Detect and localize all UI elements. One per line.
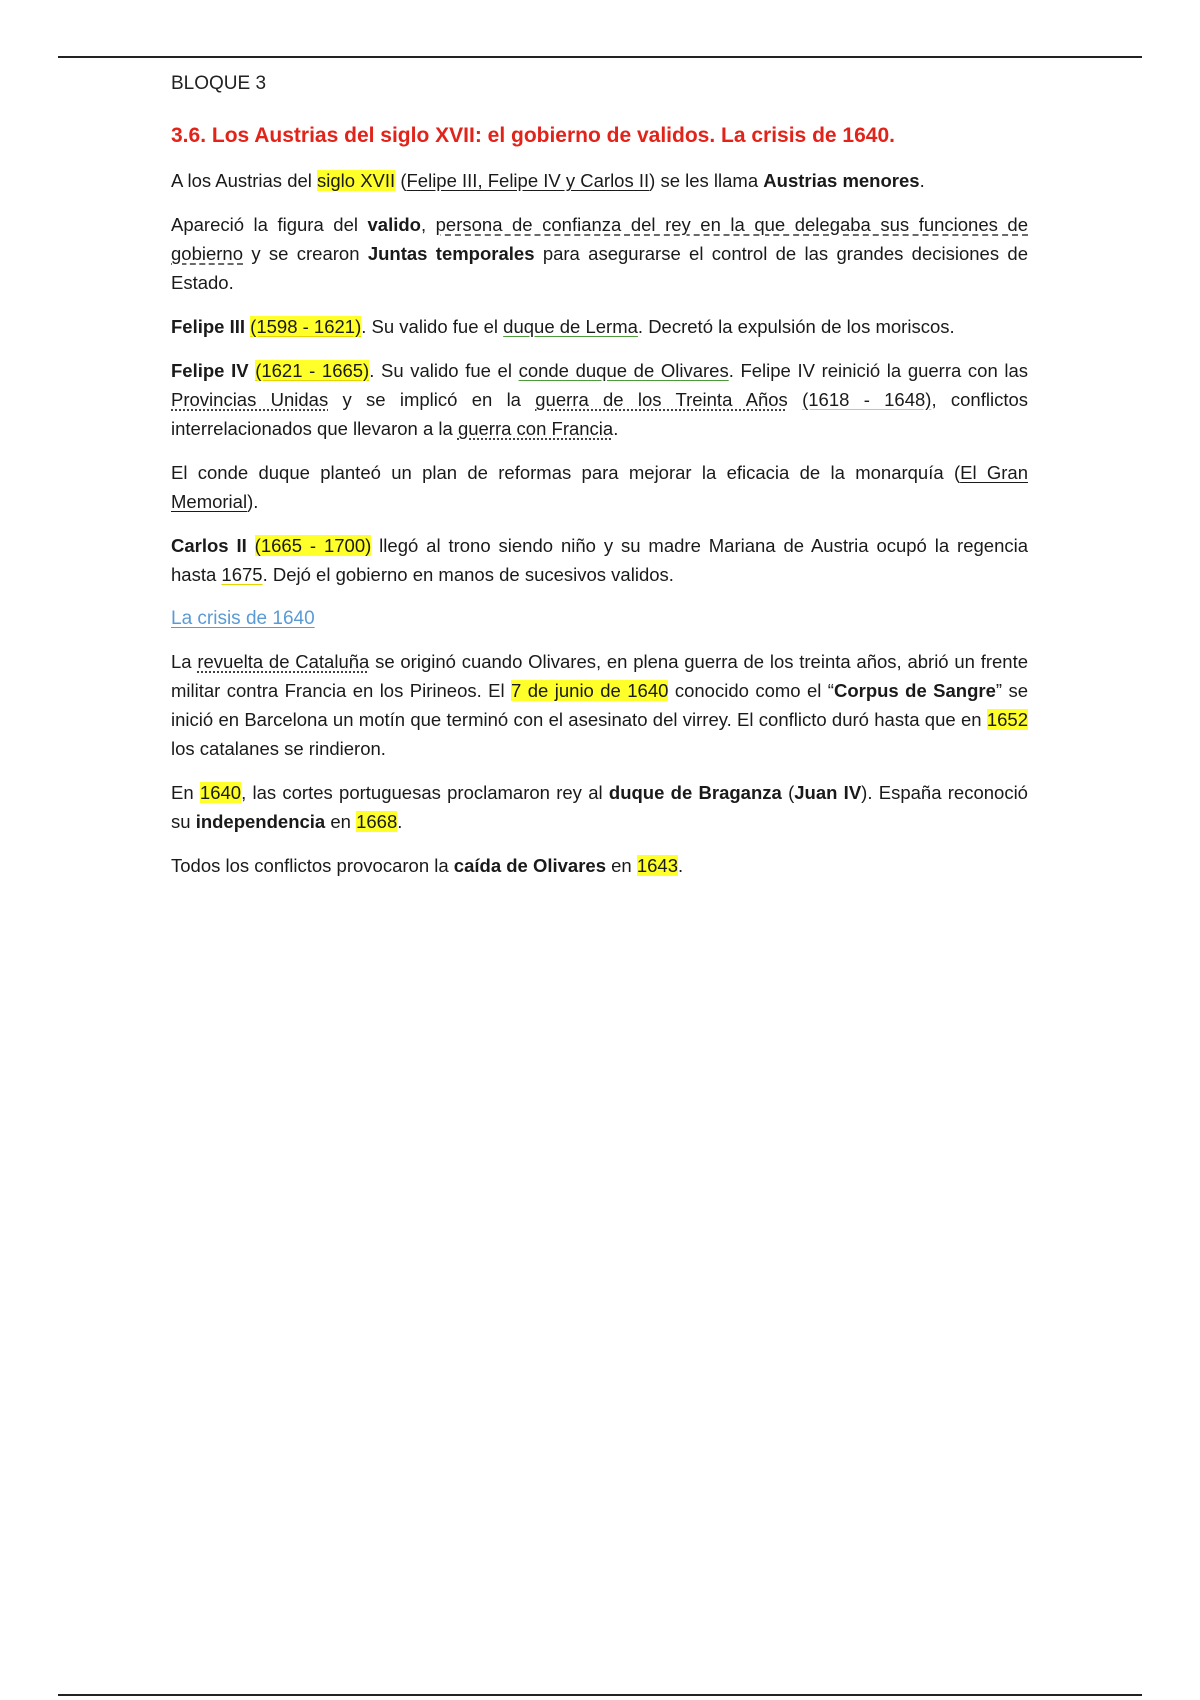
- paragraph-cataluna: [171, 647, 1028, 763]
- bottom-rule: [58, 1694, 1142, 1696]
- highlight-siglo: siglo XVII: [317, 170, 396, 191]
- paragraph-gran-memorial: [171, 458, 1028, 516]
- paragraph-austrias-menores: [171, 166, 1028, 195]
- text: y se crearon: [243, 243, 368, 264]
- paragraph-portugal: [171, 778, 1028, 836]
- reign-dates: (1621 - 1665): [255, 360, 370, 381]
- provincias-unidas: Provincias Unidas: [171, 389, 329, 410]
- bold-austrias-menores: Austrias menores: [763, 170, 920, 191]
- king-name: Carlos II: [171, 535, 247, 556]
- bold-braganza: duque de Braganza: [608, 782, 782, 803]
- text: . Felipe IV reinició la guerra con las: [728, 360, 1029, 381]
- bold-juntas: Juntas temporales: [367, 243, 535, 264]
- bold-valido: valido: [367, 214, 421, 235]
- text: ” se inició en Barcelona un motín que terminó con el asesinato del virrey. El conflicto duró hasta que en: [171, 680, 1028, 730]
- king-name: Felipe III: [171, 316, 246, 337]
- text: El conde duque planteó un plan de reformas para mejorar la eficacia de la monarquía (: [171, 462, 961, 483]
- bold-caida-olivares: caída de Olivares: [453, 855, 606, 876]
- block-label: BLOQUE 3: [171, 73, 267, 94]
- valido-olivares: conde duque de Olivares: [518, 360, 729, 381]
- text: ).: [247, 491, 259, 512]
- reign-dates: (1598 - 1621): [250, 316, 362, 337]
- text: .: [678, 855, 684, 876]
- text: Apareció la figura del: [171, 214, 368, 235]
- year-1652: 1652: [986, 709, 1028, 730]
- text: . Su valido fue el: [361, 316, 504, 337]
- text: ,: [420, 214, 436, 235]
- paragraph-carlos-ii: [171, 531, 1028, 589]
- kings-list: Felipe III, Felipe IV y Carlos II: [406, 170, 650, 191]
- text: . Decretó la expulsión de los moriscos.: [637, 316, 955, 337]
- text: y se implicó en la: [328, 389, 536, 410]
- text: llegó al trono siendo niño y su madre Mariana de Austria ocupó la regencia hasta: [171, 535, 1029, 585]
- top-rule: [58, 56, 1142, 58]
- text: . Dejó el gobierno en manos de sucesivos validos.: [262, 564, 674, 585]
- text: . Su valido fue el: [369, 360, 519, 381]
- text: En: [171, 782, 200, 803]
- guerra-treinta-anos: guerra de los Treinta Años: [535, 389, 788, 410]
- text: se originó cuando Olivares, en plena guerra de los treinta años, abrió un frente militar contra Francia en los Pirineos. El: [171, 651, 1028, 701]
- text: , conflictos interrelacionados que llevaron a la: [171, 389, 1028, 439]
- text: , las cortes portuguesas proclamaron rey al: [241, 782, 609, 803]
- document-page: [171, 66, 1028, 895]
- subsection-heading: La crisis de 1640: [171, 608, 315, 629]
- year-1675: 1675: [221, 564, 263, 585]
- revuelta-cataluna: revuelta de Cataluña: [197, 651, 370, 672]
- valido-definition: persona de confianza del rey en la que delegaba sus funciones de gobierno: [171, 214, 1028, 264]
- text: en: [325, 811, 357, 832]
- section-title: 3.6. Los Austrias del siglo XVII: el gobierno de validos. La crisis de 1640.: [171, 124, 895, 147]
- paragraph-valido: [171, 210, 1028, 297]
- paragraph-caida-olivares: [171, 851, 1028, 880]
- text: [788, 389, 802, 410]
- text: (: [395, 170, 407, 191]
- text: .: [397, 811, 403, 832]
- year-1668: 1668: [356, 811, 398, 832]
- valido-lerma: duque de Lerma: [503, 316, 638, 337]
- year-1640: 1640: [199, 782, 242, 803]
- text: en: [606, 855, 637, 876]
- text: para asegurarse el control de las grandes decisiones de Estado.: [171, 243, 1028, 293]
- reign-dates: (1665 - 1700): [254, 535, 372, 556]
- paragraph-felipe-iv: [171, 356, 1028, 443]
- war-dates: (1618 - 1648): [802, 389, 932, 410]
- text: (: [781, 782, 795, 803]
- text: .: [919, 170, 925, 191]
- guerra-francia: guerra con Francia: [457, 418, 614, 439]
- year-1643: 1643: [636, 855, 679, 876]
- text: ). España reconoció su: [171, 782, 1028, 832]
- date-corpus: 7 de junio de 1640: [511, 680, 669, 701]
- bold-independencia: independencia: [195, 811, 326, 832]
- text: los catalanes se rindieron.: [171, 738, 386, 759]
- text: [247, 535, 255, 556]
- bold-juan-iv: Juan IV: [794, 782, 862, 803]
- paragraph-felipe-iii: [171, 312, 1028, 341]
- gran-memorial: El Gran Memorial: [171, 462, 1029, 512]
- text: A los Austrias del: [171, 170, 318, 191]
- text: ) se les llama: [649, 170, 764, 191]
- bold-corpus-de-sangre: Corpus de Sangre: [833, 680, 996, 701]
- text: La: [171, 651, 198, 672]
- text: Todos los conflictos provocaron la: [171, 855, 454, 876]
- text: .: [613, 418, 619, 439]
- king-name: Felipe IV: [171, 360, 249, 381]
- text: conocido como el “: [668, 680, 834, 701]
